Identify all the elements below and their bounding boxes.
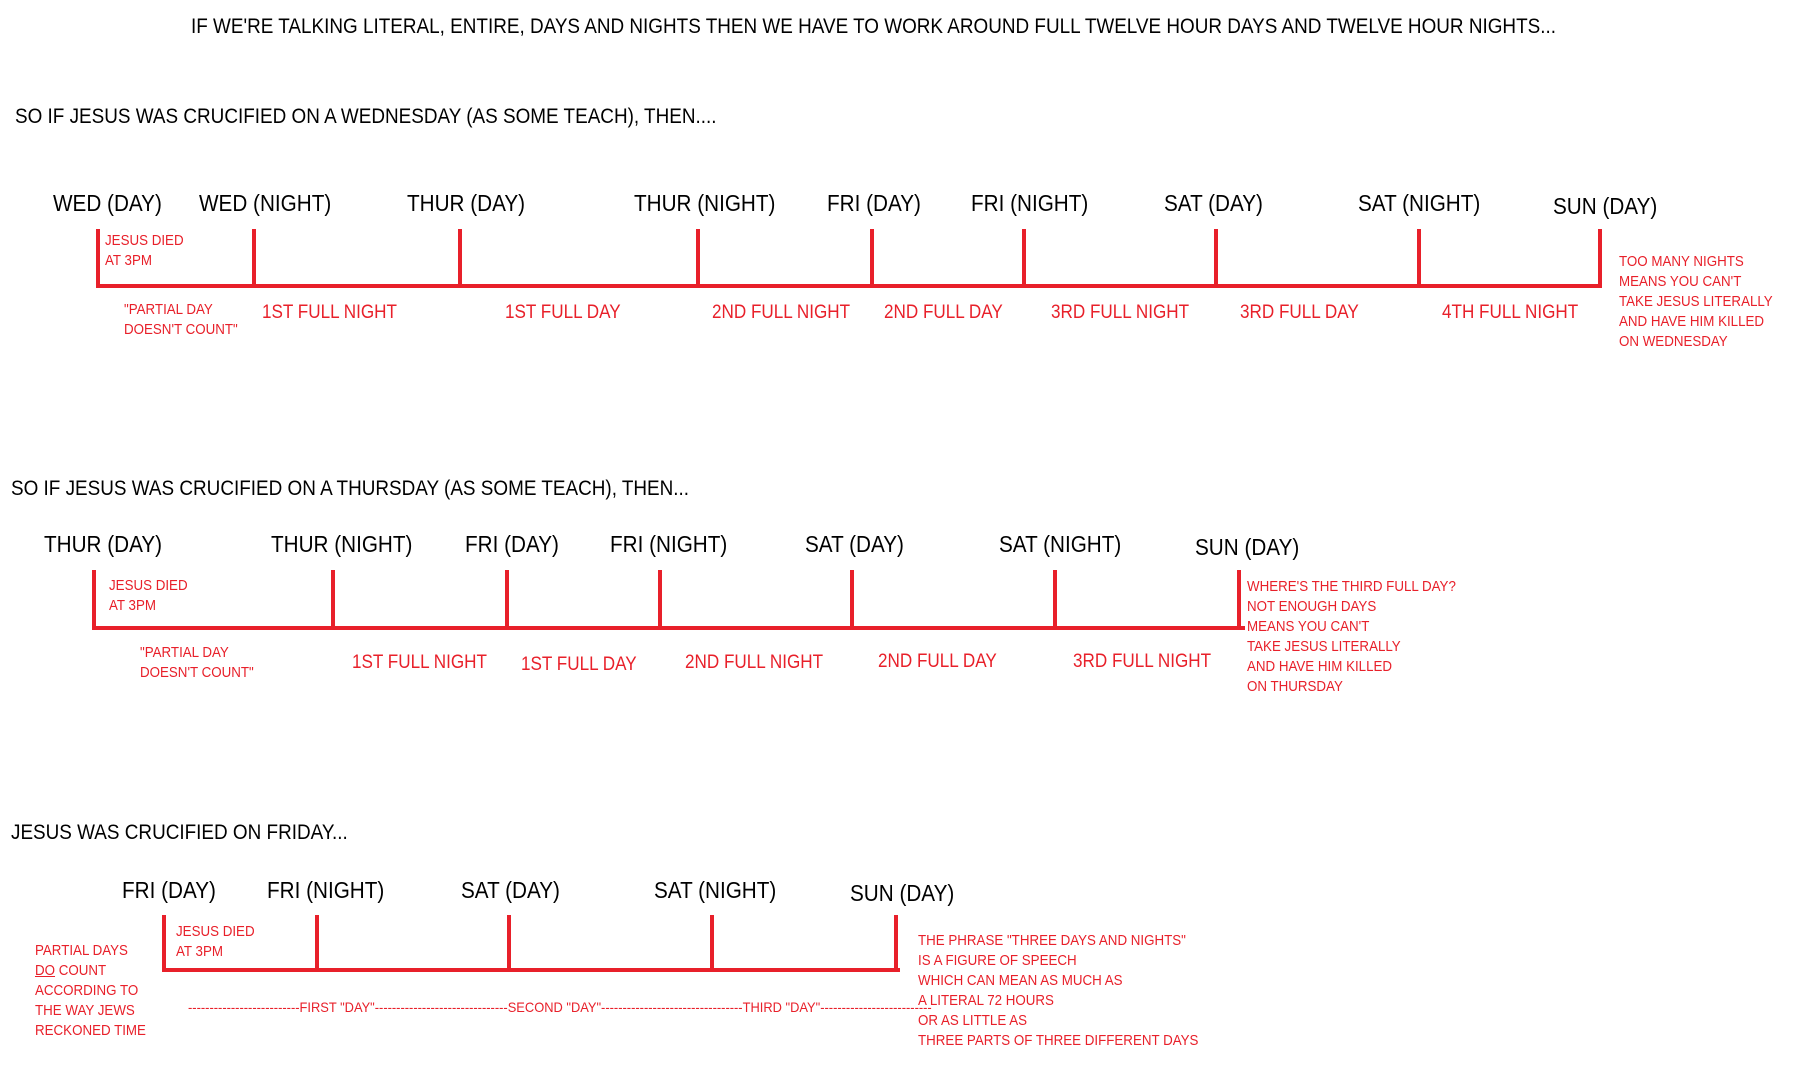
note-line: TAKE JESUS LITERALLY [1247,639,1401,655]
wednesday-tick [96,229,100,288]
note-line: AND HAVE HIM KILLED [1247,659,1393,675]
note-line: MEANS YOU CAN'T [1619,274,1742,290]
note-line: TAKE JESUS LITERALLY [1619,294,1773,310]
wednesday-segment-label: 1ST FULL NIGHT [262,302,397,323]
note-line: AT 3PM [105,253,152,269]
note-line: AND HAVE HIM KILLED [1619,314,1765,330]
thursday-tick [505,570,509,630]
wednesday-tick [252,229,256,288]
wednesday-death-note [105,231,184,271]
wednesday-segment-label: 2ND FULL NIGHT [712,302,851,323]
note-line: "PARTIAL DAY [140,645,229,661]
thursday-segment-label: 3RD FULL NIGHT [1073,651,1212,672]
friday-conclusion-note [918,931,1198,1051]
wednesday-marker-label: FRI (DAY) [827,190,921,216]
note-line: MEANS YOU CAN'T [1247,619,1370,635]
wednesday-tick [696,229,700,288]
thursday-marker-label: SUN (DAY) [1195,534,1300,560]
wednesday-segment-label: 3RD FULL DAY [1240,302,1359,323]
wednesday-segment-label: 2ND FULL DAY [884,302,1003,323]
wednesday-segment-label: 1ST FULL DAY [505,302,621,323]
friday-day-span-line: --------------------------FIRST "DAY"-------------------------------SECOND "DAY"---------------------------------THIRD "DAY"-------------------------- [188,999,932,1015]
note-line: IS A FIGURE OF SPEECH [918,953,1077,969]
note-line: JESUS DIED [105,233,184,249]
wednesday-segment-label: 3RD FULL NIGHT [1051,302,1190,323]
thursday-marker-label: FRI (DAY) [465,531,559,557]
wednesday-tick [458,229,462,288]
thursday-death-note [109,576,188,616]
note-line: AT 3PM [109,598,156,614]
thursday-timeline-axis [92,626,1245,630]
note-line: DOESN'T COUNT" [140,665,254,681]
thursday-tick [1237,570,1241,630]
friday-partial-days-note [35,941,146,1041]
note-line: DOESN'T COUNT" [124,322,238,338]
note-line: THE PHRASE "THREE DAYS AND NIGHTS" [918,933,1186,949]
friday-tick [315,915,319,972]
note-line: JESUS DIED [176,924,255,940]
note-line: WHERE'S THE THIRD FULL DAY? [1247,579,1456,595]
note-line: NOT ENOUGH DAYS [1247,599,1377,615]
wednesday-marker-label: THUR (NIGHT) [634,190,776,216]
note-line: OR AS LITTLE AS [918,1013,1027,1029]
note-line: COUNT [55,963,107,979]
wednesday-marker-label: SAT (DAY) [1164,190,1263,216]
note-line: THREE PARTS OF THREE DIFFERENT DAYS [918,1033,1199,1049]
friday-tick [710,915,714,972]
wednesday-marker-label: WED (NIGHT) [199,190,332,216]
thursday-conclusion-note [1247,577,1456,697]
thursday-title: SO IF JESUS WAS CRUCIFIED ON A THURSDAY (AS SOME TEACH), THEN... [11,477,690,500]
wednesday-marker-label: THUR (DAY) [407,190,526,216]
thursday-marker-label: SAT (DAY) [805,531,904,557]
friday-timeline-axis [162,968,900,972]
friday-marker-label: SAT (NIGHT) [654,877,777,903]
note-line: A LITERAL 72 HOURS [918,993,1054,1009]
friday-tick [162,915,166,972]
note-line: ACCORDING TO [35,983,139,999]
friday-marker-label: FRI (DAY) [122,877,216,903]
wednesday-tick [1417,229,1421,288]
note-line: WHICH CAN MEAN AS MUCH AS [918,973,1123,989]
note-emphasis: DO [35,963,56,979]
friday-marker-label: SAT (DAY) [461,877,560,903]
note-line: THE WAY JEWS [35,1003,135,1019]
friday-tick [507,915,511,972]
note-line: RECKONED TIME [35,1023,146,1039]
wednesday-tick [1214,229,1218,288]
wednesday-marker-label: SAT (NIGHT) [1358,190,1481,216]
friday-marker-label: FRI (NIGHT) [267,877,385,903]
note-line: ON THURSDAY [1247,679,1343,695]
wednesday-timeline-axis [96,284,1602,288]
thursday-partial-note [140,643,254,683]
friday-marker-label: SUN (DAY) [850,880,955,906]
friday-title: JESUS WAS CRUCIFIED ON FRIDAY... [11,821,348,844]
thursday-segment-label: 1ST FULL NIGHT [352,652,487,673]
thursday-marker-label: THUR (DAY) [44,531,163,557]
note-line: TOO MANY NIGHTS [1619,254,1744,270]
note-line: AT 3PM [176,944,223,960]
wednesday-title: SO IF JESUS WAS CRUCIFIED ON A WEDNESDAY (AS SOME TEACH), THEN.... [15,105,717,128]
thursday-marker-label: SAT (NIGHT) [999,531,1122,557]
thursday-segment-label: 2ND FULL DAY [878,651,997,672]
note-line: "PARTIAL DAY [124,302,213,318]
thursday-marker-label: THUR (NIGHT) [271,531,413,557]
wednesday-tick [870,229,874,288]
wednesday-tick [1022,229,1026,288]
note-line: JESUS DIED [109,578,188,594]
friday-death-note [176,922,255,962]
thursday-tick [92,570,96,630]
thursday-segment-label: 2ND FULL NIGHT [685,652,824,673]
friday-tick [894,915,898,972]
note-line: ON WEDNESDAY [1619,334,1728,350]
page-heading: IF WE'RE TALKING LITERAL, ENTIRE, DAYS AND NIGHTS THEN WE HAVE TO WORK AROUND FULL TWELVE HOUR DAYS AND TWELVE HOUR NIGHTS... [191,15,1556,38]
wednesday-marker-label: FRI (NIGHT) [971,190,1089,216]
thursday-tick [850,570,854,630]
wednesday-conclusion-note [1619,252,1773,352]
wednesday-tick [1598,229,1602,288]
wednesday-partial-note [124,300,238,340]
note-line: PARTIAL DAYS [35,943,128,959]
wednesday-marker-label: SUN (DAY) [1553,193,1658,219]
thursday-tick [331,570,335,630]
wednesday-marker-label: WED (DAY) [53,190,162,216]
thursday-marker-label: FRI (NIGHT) [610,531,728,557]
thursday-segment-label: 1ST FULL DAY [521,654,637,675]
wednesday-segment-label: 4TH FULL NIGHT [1442,302,1579,323]
thursday-tick [1053,570,1057,630]
thursday-tick [658,570,662,630]
